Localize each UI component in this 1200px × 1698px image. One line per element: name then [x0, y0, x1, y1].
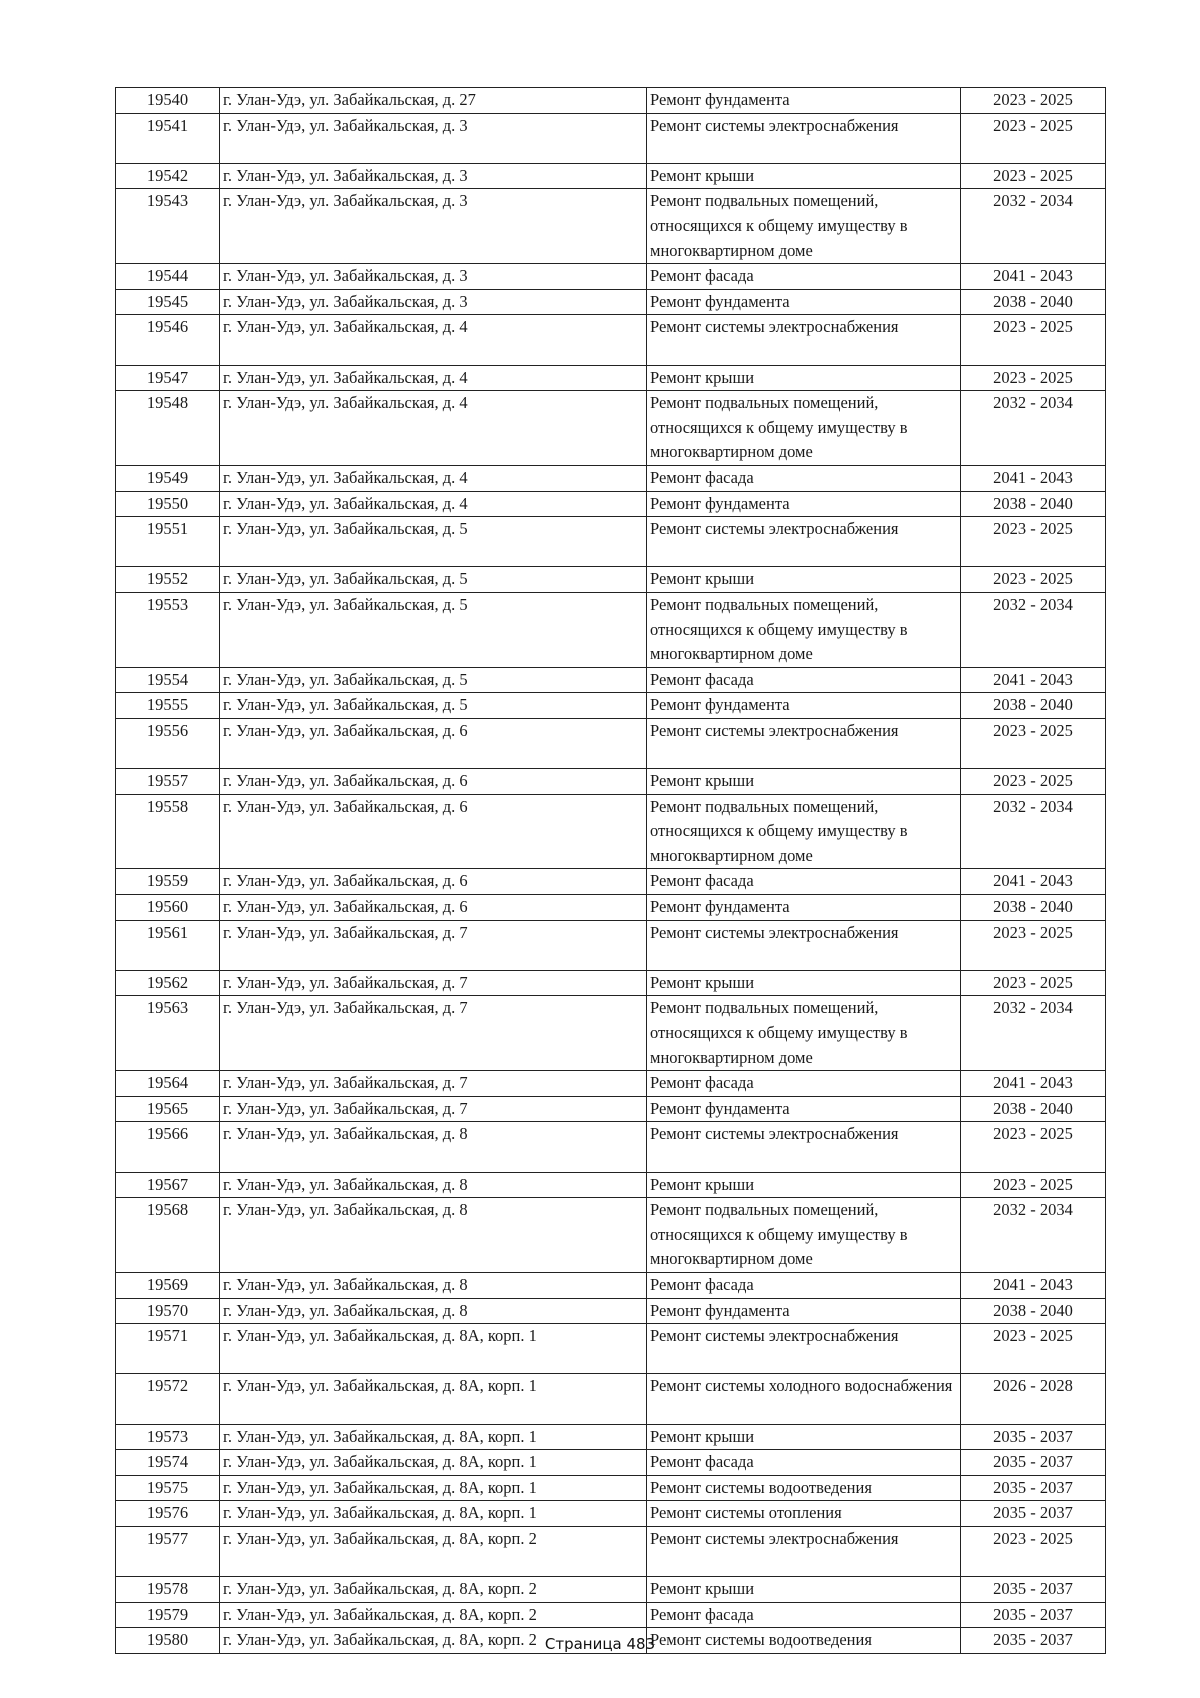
period-cell: 2035 - 2037	[961, 1602, 1106, 1628]
period-cell: 2023 - 2025	[961, 1526, 1106, 1576]
repair-register-table	[115, 87, 1106, 1654]
address-cell: г. Улан-Удэ, ул. Забайкальская, д. 5	[220, 667, 647, 693]
work-type-cell: Ремонт подвальных помещений, относящихся к общему имуществу в многоквартирном доме	[647, 391, 961, 466]
period-cell: 2035 - 2037	[961, 1628, 1106, 1654]
period-cell: 2038 - 2040	[961, 289, 1106, 315]
address-cell: г. Улан-Удэ, ул. Забайкальская, д. 4	[220, 315, 647, 365]
row-number: 19552	[116, 567, 220, 593]
period-cell: 2023 - 2025	[961, 113, 1106, 163]
period-cell: 2038 - 2040	[961, 1298, 1106, 1324]
period-cell: 2032 - 2034	[961, 189, 1106, 264]
address-cell: г. Улан-Удэ, ул. Забайкальская, д. 4	[220, 491, 647, 517]
address-cell: г. Улан-Удэ, ул. Забайкальская, д. 3	[220, 113, 647, 163]
work-type-cell: Ремонт фасада	[647, 667, 961, 693]
work-type-cell: Ремонт системы электроснабжения	[647, 718, 961, 768]
address-cell: г. Улан-Удэ, ул. Забайкальская, д. 6	[220, 869, 647, 895]
table-row	[116, 264, 1106, 290]
period-cell: 2038 - 2040	[961, 693, 1106, 719]
work-type-cell: Ремонт крыши	[647, 970, 961, 996]
work-type-cell: Ремонт фундамента	[647, 88, 961, 114]
row-number: 19574	[116, 1450, 220, 1476]
period-cell: 2038 - 2040	[961, 491, 1106, 517]
row-number: 19563	[116, 996, 220, 1071]
period-cell: 2041 - 2043	[961, 667, 1106, 693]
period-cell: 2032 - 2034	[961, 996, 1106, 1071]
row-number: 19548	[116, 391, 220, 466]
row-number: 19569	[116, 1273, 220, 1299]
table-row	[116, 1298, 1106, 1324]
address-cell: г. Улан-Удэ, ул. Забайкальская, д. 5	[220, 693, 647, 719]
work-type-cell: Ремонт крыши	[647, 1424, 961, 1450]
period-cell: 2023 - 2025	[961, 365, 1106, 391]
work-type-cell: Ремонт фасада	[647, 465, 961, 491]
row-number: 19547	[116, 365, 220, 391]
table-row	[116, 718, 1106, 768]
row-number: 19568	[116, 1198, 220, 1273]
table-row	[116, 1071, 1106, 1097]
period-cell: 2023 - 2025	[961, 315, 1106, 365]
address-cell: г. Улан-Удэ, ул. Забайкальская, д. 8А, корп. 1	[220, 1324, 647, 1374]
table-row	[116, 113, 1106, 163]
work-type-cell: Ремонт крыши	[647, 769, 961, 795]
work-type-cell: Ремонт системы водоотведения	[647, 1475, 961, 1501]
table-row	[116, 592, 1106, 667]
table-row	[116, 769, 1106, 795]
address-cell: г. Улан-Удэ, ул. Забайкальская, д. 8	[220, 1198, 647, 1273]
period-cell: 2023 - 2025	[961, 88, 1106, 114]
table-row	[116, 1602, 1106, 1628]
work-type-cell: Ремонт крыши	[647, 163, 961, 189]
address-cell: г. Улан-Удэ, ул. Забайкальская, д. 8А, корп. 1	[220, 1374, 647, 1424]
address-cell: г. Улан-Удэ, ул. Забайкальская, д. 3	[220, 189, 647, 264]
period-cell: 2023 - 2025	[961, 920, 1106, 970]
work-type-cell: Ремонт системы отопления	[647, 1501, 961, 1527]
work-type-cell: Ремонт фасада	[647, 1071, 961, 1097]
row-number: 19553	[116, 592, 220, 667]
address-cell: г. Улан-Удэ, ул. Забайкальская, д. 6	[220, 718, 647, 768]
table-row	[116, 1475, 1106, 1501]
address-cell: г. Улан-Удэ, ул. Забайкальская, д. 7	[220, 920, 647, 970]
address-cell: г. Улан-Удэ, ул. Забайкальская, д. 5	[220, 592, 647, 667]
address-cell: г. Улан-Удэ, ул. Забайкальская, д. 8А, корп. 2	[220, 1628, 647, 1654]
row-number: 19577	[116, 1526, 220, 1576]
period-cell: 2041 - 2043	[961, 264, 1106, 290]
address-cell: г. Улан-Удэ, ул. Забайкальская, д. 3	[220, 289, 647, 315]
row-number: 19557	[116, 769, 220, 795]
address-cell: г. Улан-Удэ, ул. Забайкальская, д. 3	[220, 264, 647, 290]
table-row	[116, 920, 1106, 970]
work-type-cell: Ремонт системы электроснабжения	[647, 1526, 961, 1576]
period-cell: 2023 - 2025	[961, 1172, 1106, 1198]
table-row	[116, 869, 1106, 895]
period-cell: 2023 - 2025	[961, 970, 1106, 996]
period-cell: 2026 - 2028	[961, 1374, 1106, 1424]
table-row	[116, 1424, 1106, 1450]
address-cell: г. Улан-Удэ, ул. Забайкальская, д. 6	[220, 895, 647, 921]
work-type-cell: Ремонт системы электроснабжения	[647, 1122, 961, 1172]
work-type-cell: Ремонт фундамента	[647, 895, 961, 921]
period-cell: 2038 - 2040	[961, 1096, 1106, 1122]
address-cell: г. Улан-Удэ, ул. Забайкальская, д. 8А, корп. 2	[220, 1602, 647, 1628]
period-cell: 2023 - 2025	[961, 718, 1106, 768]
row-number: 19579	[116, 1602, 220, 1628]
period-cell: 2041 - 2043	[961, 1071, 1106, 1097]
register-body	[116, 88, 1106, 1654]
period-cell: 2023 - 2025	[961, 769, 1106, 795]
row-number: 19551	[116, 517, 220, 567]
table-row	[116, 1374, 1106, 1424]
period-cell: 2023 - 2025	[961, 163, 1106, 189]
row-number: 19544	[116, 264, 220, 290]
work-type-cell: Ремонт системы электроснабжения	[647, 920, 961, 970]
row-number: 19573	[116, 1424, 220, 1450]
work-type-cell: Ремонт крыши	[647, 1172, 961, 1198]
work-type-cell: Ремонт фундамента	[647, 289, 961, 315]
address-cell: г. Улан-Удэ, ул. Забайкальская, д. 8	[220, 1273, 647, 1299]
row-number: 19559	[116, 869, 220, 895]
row-number: 19555	[116, 693, 220, 719]
table-row	[116, 667, 1106, 693]
table-row	[116, 1450, 1106, 1476]
work-type-cell: Ремонт системы электроснабжения	[647, 113, 961, 163]
period-cell: 2038 - 2040	[961, 895, 1106, 921]
row-number: 19565	[116, 1096, 220, 1122]
address-cell: г. Улан-Удэ, ул. Забайкальская, д. 7	[220, 970, 647, 996]
table-row	[116, 289, 1106, 315]
row-number: 19554	[116, 667, 220, 693]
period-cell: 2035 - 2037	[961, 1475, 1106, 1501]
work-type-cell: Ремонт системы электроснабжения	[647, 315, 961, 365]
row-number: 19558	[116, 794, 220, 869]
table-row	[116, 895, 1106, 921]
period-cell: 2041 - 2043	[961, 1273, 1106, 1299]
row-number: 19546	[116, 315, 220, 365]
table-row	[116, 163, 1106, 189]
period-cell: 2035 - 2037	[961, 1424, 1106, 1450]
table-row	[116, 1096, 1106, 1122]
address-cell: г. Улан-Удэ, ул. Забайкальская, д. 8А, корп. 2	[220, 1526, 647, 1576]
address-cell: г. Улан-Удэ, ул. Забайкальская, д. 8А, корп. 1	[220, 1450, 647, 1476]
table-row	[116, 794, 1106, 869]
work-type-cell: Ремонт фасада	[647, 1602, 961, 1628]
address-cell: г. Улан-Удэ, ул. Забайкальская, д. 7	[220, 996, 647, 1071]
table-row	[116, 365, 1106, 391]
work-type-cell: Ремонт фасада	[647, 1450, 961, 1476]
row-number: 19549	[116, 465, 220, 491]
work-type-cell: Ремонт фундамента	[647, 693, 961, 719]
work-type-cell: Ремонт системы электроснабжения	[647, 1324, 961, 1374]
address-cell: г. Улан-Удэ, ул. Забайкальская, д. 5	[220, 567, 647, 593]
table-row	[116, 996, 1106, 1071]
row-number: 19575	[116, 1475, 220, 1501]
table-row	[116, 315, 1106, 365]
row-number: 19556	[116, 718, 220, 768]
address-cell: г. Улан-Удэ, ул. Забайкальская, д. 7	[220, 1096, 647, 1122]
period-cell: 2032 - 2034	[961, 391, 1106, 466]
table-row	[116, 693, 1106, 719]
address-cell: г. Улан-Удэ, ул. Забайкальская, д. 8А, корп. 1	[220, 1475, 647, 1501]
row-number: 19566	[116, 1122, 220, 1172]
address-cell: г. Улан-Удэ, ул. Забайкальская, д. 8А, корп. 1	[220, 1424, 647, 1450]
row-number: 19570	[116, 1298, 220, 1324]
row-number: 19542	[116, 163, 220, 189]
address-cell: г. Улан-Удэ, ул. Забайкальская, д. 6	[220, 769, 647, 795]
table-row	[116, 970, 1106, 996]
work-type-cell: Ремонт крыши	[647, 365, 961, 391]
work-type-cell: Ремонт фундамента	[647, 491, 961, 517]
row-number: 19578	[116, 1577, 220, 1603]
work-type-cell: Ремонт фундамента	[647, 1298, 961, 1324]
page-number: Страница 483	[544, 1635, 656, 1653]
period-cell: 2041 - 2043	[961, 465, 1106, 491]
row-number: 19571	[116, 1324, 220, 1374]
table-row	[116, 465, 1106, 491]
period-cell: 2023 - 2025	[961, 1122, 1106, 1172]
work-type-cell: Ремонт системы холодного водоснабжения	[647, 1374, 961, 1424]
period-cell: 2023 - 2025	[961, 517, 1106, 567]
work-type-cell: Ремонт подвальных помещений, относящихся к общему имуществу в многоквартирном доме	[647, 794, 961, 869]
period-cell: 2032 - 2034	[961, 794, 1106, 869]
period-cell: 2032 - 2034	[961, 1198, 1106, 1273]
work-type-cell: Ремонт подвальных помещений, относящихся к общему имуществу в многоквартирном доме	[647, 592, 961, 667]
table-row	[116, 1324, 1106, 1374]
period-cell: 2023 - 2025	[961, 567, 1106, 593]
address-cell: г. Улан-Удэ, ул. Забайкальская, д. 6	[220, 794, 647, 869]
work-type-cell: Ремонт фасада	[647, 869, 961, 895]
table-row	[116, 1122, 1106, 1172]
table-row	[116, 189, 1106, 264]
address-cell: г. Улан-Удэ, ул. Забайкальская, д. 8А, корп. 1	[220, 1501, 647, 1527]
work-type-cell: Ремонт подвальных помещений, относящихся к общему имуществу в многоквартирном доме	[647, 1198, 961, 1273]
row-number: 19560	[116, 895, 220, 921]
table-row	[116, 88, 1106, 114]
row-number: 19543	[116, 189, 220, 264]
row-number: 19567	[116, 1172, 220, 1198]
work-type-cell: Ремонт крыши	[647, 567, 961, 593]
work-type-cell: Ремонт системы электроснабжения	[647, 517, 961, 567]
address-cell: г. Улан-Удэ, ул. Забайкальская, д. 8	[220, 1298, 647, 1324]
table-row	[116, 1577, 1106, 1603]
work-type-cell: Ремонт фундамента	[647, 1096, 961, 1122]
work-type-cell: Ремонт подвальных помещений, относящихся к общему имуществу в многоквартирном доме	[647, 189, 961, 264]
address-cell: г. Улан-Удэ, ул. Забайкальская, д. 8А, корп. 2	[220, 1577, 647, 1603]
table-row	[116, 1501, 1106, 1527]
row-number: 19545	[116, 289, 220, 315]
table-row	[116, 567, 1106, 593]
row-number: 19540	[116, 88, 220, 114]
work-type-cell: Ремонт системы водоотведения	[647, 1628, 961, 1654]
period-cell: 2035 - 2037	[961, 1501, 1106, 1527]
period-cell: 2035 - 2037	[961, 1577, 1106, 1603]
work-type-cell: Ремонт крыши	[647, 1577, 961, 1603]
work-type-cell: Ремонт фасада	[647, 1273, 961, 1299]
row-number: 19572	[116, 1374, 220, 1424]
address-cell: г. Улан-Удэ, ул. Забайкальская, д. 27	[220, 88, 647, 114]
period-cell: 2035 - 2037	[961, 1450, 1106, 1476]
row-number: 19541	[116, 113, 220, 163]
work-type-cell: Ремонт фасада	[647, 264, 961, 290]
address-cell: г. Улан-Удэ, ул. Забайкальская, д. 7	[220, 1071, 647, 1097]
period-cell: 2041 - 2043	[961, 869, 1106, 895]
table-row	[116, 391, 1106, 466]
row-number: 19580	[116, 1628, 220, 1654]
period-cell: 2032 - 2034	[961, 592, 1106, 667]
table-row	[116, 491, 1106, 517]
row-number: 19550	[116, 491, 220, 517]
table-row	[116, 1172, 1106, 1198]
address-cell: г. Улан-Удэ, ул. Забайкальская, д. 3	[220, 163, 647, 189]
address-cell: г. Улан-Удэ, ул. Забайкальская, д. 4	[220, 465, 647, 491]
address-cell: г. Улан-Удэ, ул. Забайкальская, д. 5	[220, 517, 647, 567]
table-row	[116, 1198, 1106, 1273]
row-number: 19561	[116, 920, 220, 970]
address-cell: г. Улан-Удэ, ул. Забайкальская, д. 4	[220, 365, 647, 391]
row-number: 19564	[116, 1071, 220, 1097]
table-row	[116, 517, 1106, 567]
work-type-cell: Ремонт подвальных помещений, относящихся к общему имуществу в многоквартирном доме	[647, 996, 961, 1071]
address-cell: г. Улан-Удэ, ул. Забайкальская, д. 4	[220, 391, 647, 466]
period-cell: 2023 - 2025	[961, 1324, 1106, 1374]
table-row	[116, 1526, 1106, 1576]
table-row	[116, 1273, 1106, 1299]
address-cell: г. Улан-Удэ, ул. Забайкальская, д. 8	[220, 1122, 647, 1172]
row-number: 19576	[116, 1501, 220, 1527]
address-cell: г. Улан-Удэ, ул. Забайкальская, д. 8	[220, 1172, 647, 1198]
row-number: 19562	[116, 970, 220, 996]
